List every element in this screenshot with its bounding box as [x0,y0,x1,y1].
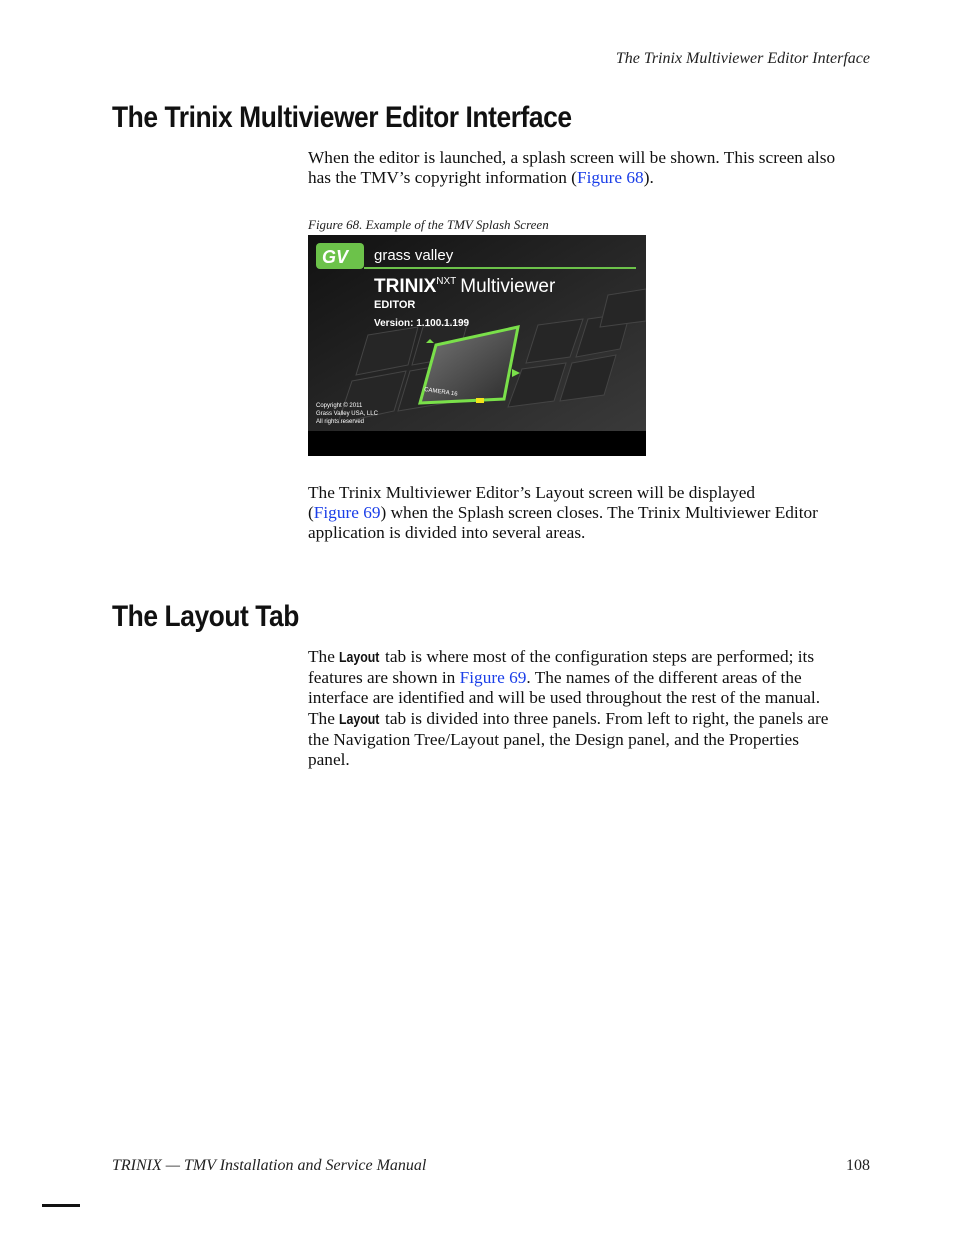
running-header: The Trinix Multiviewer Editor Interface [615,50,870,67]
layout-line-2-pre: ( [308,503,314,523]
figure-68-link[interactable]: Figure 68 [576,168,644,188]
version-label: Version: 1.100.1.199 [374,318,470,329]
figure-69-link[interactable]: Figure 69 [313,503,381,523]
copyright-line-2: Grass Valley USA, LLC [316,411,378,417]
figure-68-caption: Figure 68. Example of the TMV Splash Screen [308,217,549,232]
tab-line-4-pre: The [308,708,340,728]
intro-line-2-post: ). [643,168,654,188]
tab-line-1-post: tab is where most of the configuration steps are performed; its [380,647,815,666]
section-title-layout-tab: The Layout Tab [112,600,299,633]
layout-term: Layout [339,650,380,666]
tab-line-2-post: . The names of the different areas of the [526,668,802,688]
layout-line-1: The Trinix Multiviewer Editor’s Layout screen will be displayed [308,483,755,502]
figure-69-link-2[interactable]: Figure 69 [459,668,527,688]
copyright-line-3: All rights reserved [316,419,365,425]
product-subtitle: EDITOR [374,299,416,311]
tab-line-2-pre: features are shown in [308,668,460,688]
intro-paragraph [308,148,874,188]
section-title-editor-interface: The Trinix Multiviewer Editor Interface [112,101,572,134]
layout-tab-paragraph [308,647,874,770]
product-name: $TRINIX^{NXT}$ Multiviewer [374,276,556,297]
tab-line-3: interface are identified and will be used throughout the rest of the manual. [308,688,821,708]
layout-screen-paragraph [308,483,874,544]
splash-screen-figure [308,235,646,456]
layout-line-2-post: ) when the Splash screen closes. The Trinix Multiviewer Editor [380,503,818,523]
page-corner-rule [42,1204,80,1207]
page-number: 108 [846,1157,870,1174]
layout-line-3: application is divided into several areas. [308,523,586,543]
camera-label: CAMERA 16 [423,387,458,398]
copyright-line-1: Copyright © 2011 [316,403,363,409]
tab-line-4-post: tab is divided into three panels. From left to right, the panels are [380,708,829,728]
brand-name: grass valley [374,247,454,264]
tab-line-5: the Navigation Tree/Layout panel, the Design panel, and the Properties [308,729,799,749]
footer-manual-title: TRINIX — TMV Installation and Service Manual [112,1157,427,1174]
gv-logo-mark: GV [322,247,349,267]
intro-line-2-pre: has the TMV’s copyright information ( [308,168,577,188]
tab-line-6: panel. [308,750,350,770]
intro-line-1: When the editor is launched, a splash screen will be shown. This screen also [308,148,836,167]
layout-term-2: Layout [339,711,380,728]
tab-line-1-pre: The [308,647,340,666]
